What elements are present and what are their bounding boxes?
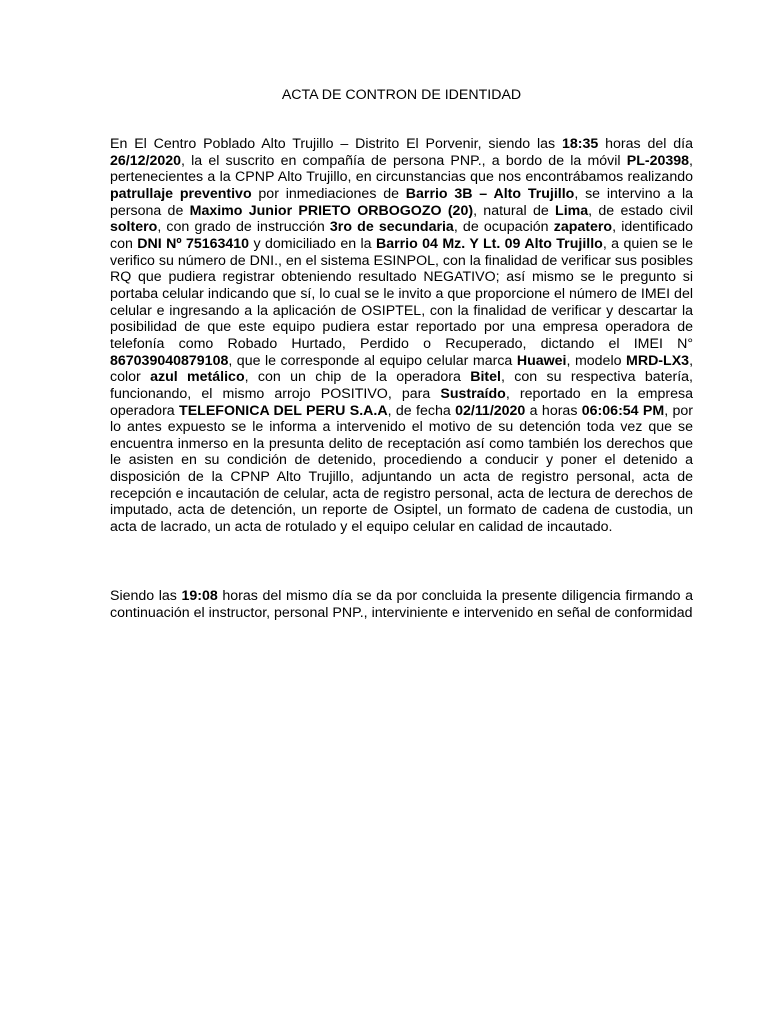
body-text: , de ocupación xyxy=(453,219,554,236)
bold-text: Huawei xyxy=(516,352,567,369)
bold-text: 26/12/2020 xyxy=(110,152,182,169)
bold-text: 867039040879108 xyxy=(110,352,229,369)
bold-text: Barrio 3B – Alto Trujillo xyxy=(405,185,575,202)
body-text: a horas xyxy=(525,402,582,419)
body-text: , se intervino a la persona de xyxy=(110,185,694,219)
paragraph-2 xyxy=(110,588,693,621)
body-text: Siendo las xyxy=(110,588,182,604)
bold-text: Sustraído xyxy=(440,385,506,402)
bold-text: Bitel xyxy=(470,369,501,386)
bold-text: 19:08 xyxy=(181,588,218,604)
body-text: , que le corresponde al equipo celular marca xyxy=(228,352,517,369)
body-text: , la el suscrito en compañía de persona PNP., a bordo de la móvil xyxy=(181,152,627,169)
body-text: , con un chip de la operadora xyxy=(244,369,471,386)
bold-text: Barrio 04 Mz. Y Lt. 09 Alto Trujillo xyxy=(375,235,603,252)
bold-text: Maximo Junior PRIETO ORBOGOZO (20) xyxy=(189,202,474,219)
body-text: , identificado con xyxy=(110,219,693,252)
bold-text: MRD-LX3 xyxy=(626,352,690,369)
bold-text: PL-20398 xyxy=(626,152,690,169)
bold-text: patrullaje preventivo xyxy=(110,185,252,202)
body-text: , natural de xyxy=(473,202,556,219)
body-text: , modelo xyxy=(566,352,626,369)
bold-text: 06:06:54 PM xyxy=(581,402,665,419)
body-text: , de estado civil xyxy=(588,202,693,219)
body-text: , con su respectiva batería, funcionando, el mismo arrojo POSITIVO, para xyxy=(110,369,693,402)
document-title: ACTA DE CONTRON DE IDENTIDAD xyxy=(281,87,522,103)
bold-text: DNI Nº 75163410 xyxy=(137,235,250,252)
body-text: , con grado de instrucción xyxy=(157,219,330,236)
bold-text: 02/11/2020 xyxy=(455,402,526,419)
body-text: , pertenecientes a la CPNP Alto Trujillo, en circunstancias que nos encontrábamos realizando xyxy=(110,152,693,186)
body-text: En El Centro Poblado Alto Trujillo – Distrito El Porvenir, siendo las xyxy=(110,136,562,152)
body-text: horas del día xyxy=(598,136,693,152)
body-text: y domiciliado en la xyxy=(249,235,376,252)
body-text: horas del mismo día se da por concluida la presente diligencia firmando a continuación el instructor, personal PNP., interviniente e intervenido en señal de conformidad xyxy=(110,588,693,621)
bold-text: soltero xyxy=(110,219,158,236)
body-text: , por lo antes expuesto se le informa a intervenido el motivo de su detención toda vez que se encuentra inmerso en la presunta delito de receptación así como también los derechos que le asisten en su condición de detenido, procediendo a conducir y poner el detenido a disposición de la CPNP Alto Trujillo, adjuntando un acta de registro personal, acta de recepción e incautación de celular, acta de registro personal, acta de lectura de derechos de imputado, acta de detención, un reporte de Osiptel, un formato de cadena de custodia, un acta de lacrado, un acta de rotulado y el equipo celular en calidad de incautado. xyxy=(110,402,694,536)
bold-text: zapatero xyxy=(553,219,613,236)
bold-text: 3ro de secundaria xyxy=(329,219,454,236)
bold-text: TELEFONICA DEL PERU S.A.A xyxy=(179,402,388,419)
bold-text: 18:35 xyxy=(562,136,599,152)
body-text: , a quien se le verifico su número de DNI., en el sistema ESINPOL, con la finalidad de verificar sus posibles RQ que pudiera registrar obteniendo resultado NEGATIVO; así mismo se le pregunto si portaba celular indicando que sí, lo cual se le invito a que proporcione el número de IMEI del celular e ingresando a la aplicación de OSIPTEL, con la finalidad de verificar y descartar la posibilidad de que este equipo pudiera estar reportado por una empresa operadora de telefonía como Robado Hurtado, Perdido o Recuperado, dictando el IMEI N° xyxy=(110,235,693,352)
bold-text: Lima xyxy=(555,202,589,219)
body-text: , reportado en la empresa operadora xyxy=(110,385,693,419)
bold-text: azul metálico xyxy=(150,369,245,386)
paragraph-1 xyxy=(110,136,693,536)
body-text: por inmediaciones de xyxy=(251,185,406,202)
body-text: , color xyxy=(110,352,694,386)
body-text: , de fecha xyxy=(387,402,456,419)
